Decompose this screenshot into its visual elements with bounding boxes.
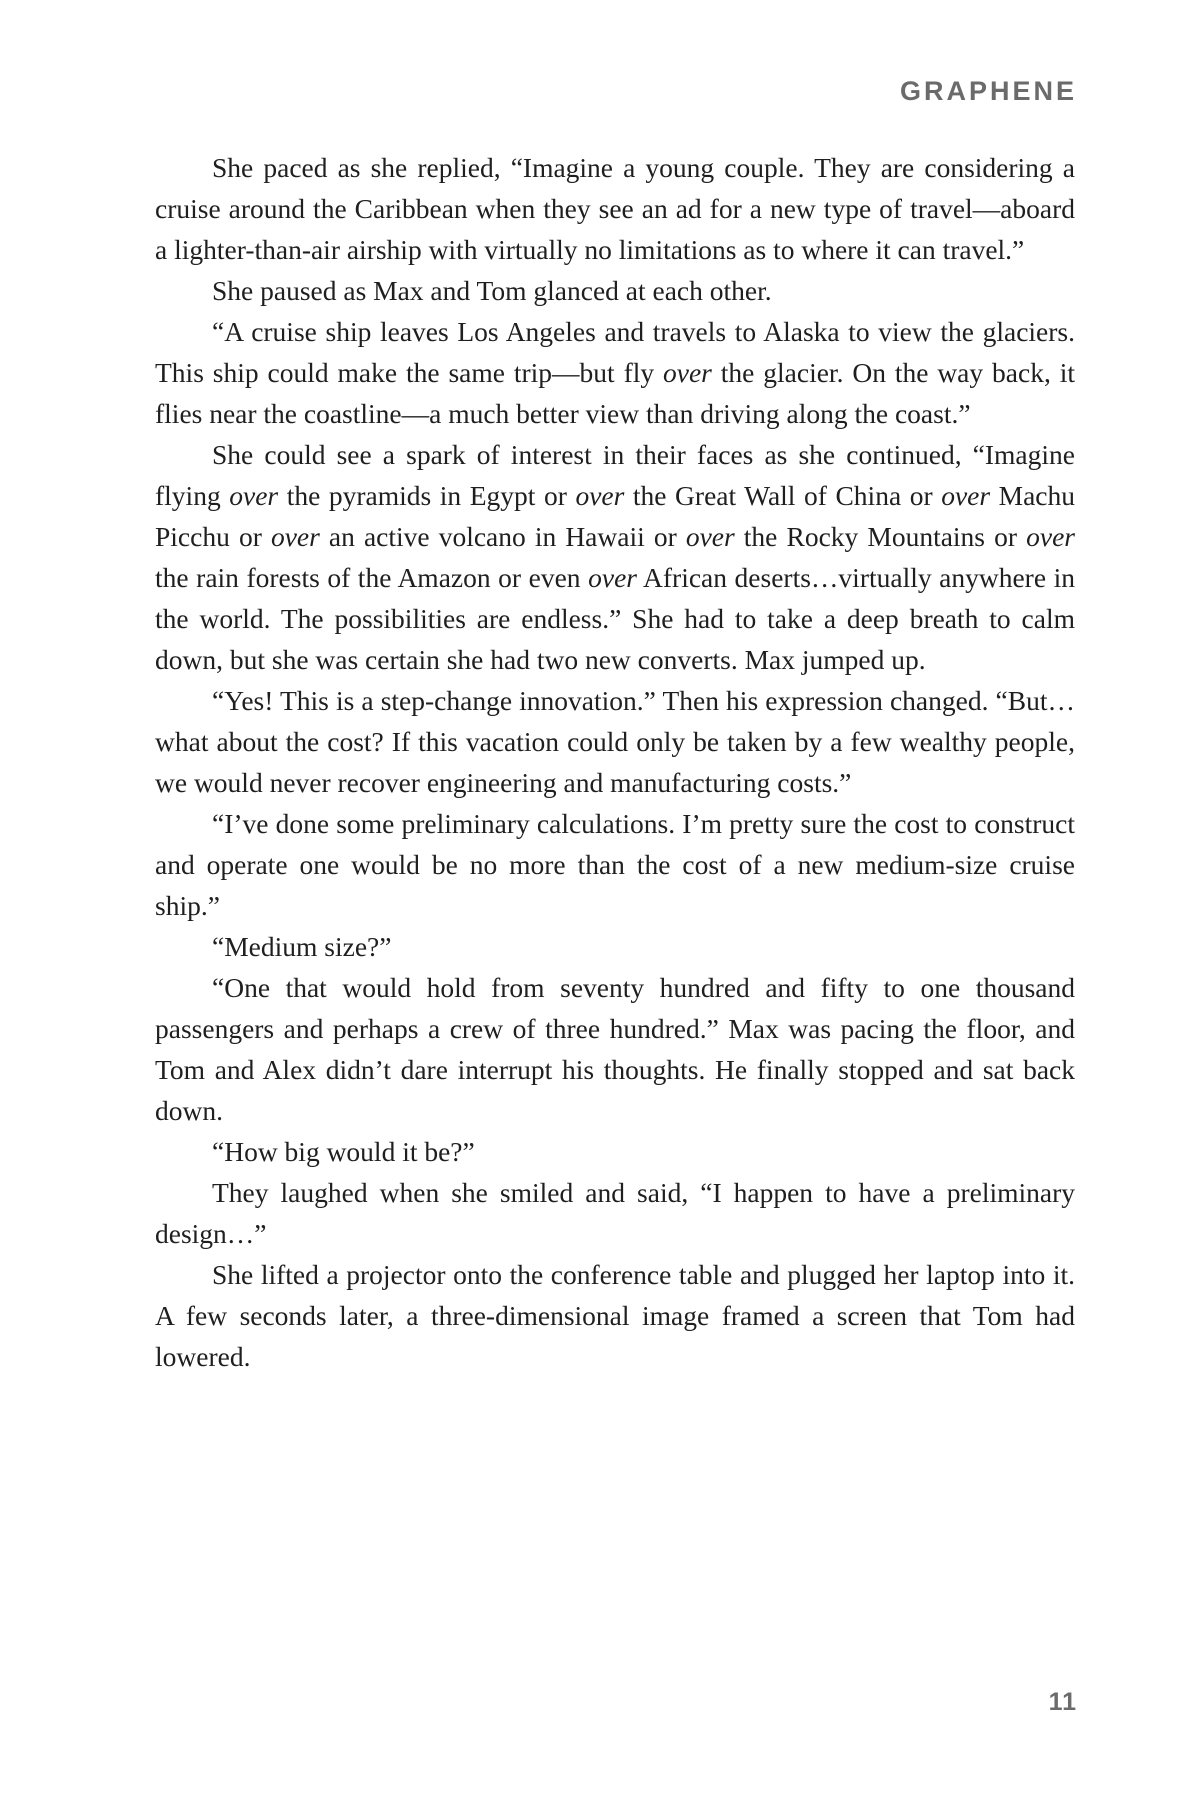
italic-text: over — [1026, 521, 1075, 552]
paragraph — [155, 967, 1075, 1131]
paragraph — [155, 1172, 1075, 1254]
text-segment: “Medium size?” — [212, 931, 392, 962]
page-number: 11 — [1048, 1688, 1077, 1716]
running-head: GRAPHENE — [899, 76, 1077, 106]
text-segment: “A cruise ship leaves Los Angeles and travels to Alaska to view the glaciers. This ship could make the same trip—but fly — [155, 316, 1075, 388]
paragraph — [155, 926, 1075, 967]
italic-text: over — [229, 480, 279, 511]
text-segment: They laughed when she smiled and said, “I happen to have a preliminary design…” — [155, 1177, 1075, 1249]
paragraph — [155, 1131, 1075, 1172]
text-segment: the glacier. On the way back, it flies near the coastline—a much better view than driving along the coast.” — [155, 357, 1075, 429]
paragraph — [155, 147, 1075, 270]
italic-text: over — [588, 562, 637, 593]
italic-text: over — [270, 521, 320, 552]
text-segment: the rain forests of the Amazon or even — [155, 562, 589, 593]
text-segment: “I’ve done some preliminary calculations. I’m pretty sure the cost to construct and operate one would be no more than the cost of a new medium-size cruise ship.” — [155, 808, 1075, 921]
text-segment: She paused as Max and Tom glanced at each other. — [212, 275, 772, 306]
text-segment: the Great Wall of China or — [624, 480, 942, 511]
paragraph — [155, 270, 1075, 311]
italic-text: over — [941, 480, 991, 511]
paragraph — [155, 434, 1075, 680]
text-segment: “One that would hold from seventy hundred and fifty to one thousand passengers and perhaps a crew of three hundred.” Max was pacing the floor, and Tom and Alex didn’t dare interrupt his thoughts. He finally stopped and sat back down. — [155, 972, 1075, 1126]
paragraph — [155, 311, 1075, 434]
page-body — [155, 147, 1075, 1377]
text-segment: She could see a spark of interest in their faces as she continued, “Imagine flying — [155, 439, 1075, 511]
text-segment: “Yes! This is a step-change innovation.” Then his expression changed. “But…what about the cost? If this vacation could only be taken by a few wealthy people, we would never recover engineering and manufacturing costs.” — [155, 685, 1075, 798]
text-segment: She paced as she replied, “Imagine a young couple. They are considering a cruise around the Caribbean when they see an ad for a new type of travel—aboard a lighter-than-air airship with virtually no limitations as to where it can travel.” — [155, 152, 1075, 265]
text-segment: She lifted a projector onto the conference table and plugged her laptop into it. A few seconds later, a three-dimensional image framed a screen that Tom had lowered. — [155, 1259, 1075, 1372]
italic-text: over — [685, 521, 735, 552]
italic-text: over — [575, 480, 625, 511]
paragraph — [155, 680, 1075, 803]
paragraphs — [155, 147, 1075, 1377]
text-segment: “How big would it be?” — [212, 1136, 475, 1167]
text-segment: the pyramids in Egypt or — [278, 480, 576, 511]
text-segment: African deserts…virtually anywhere in the world. The possibilities are endless.” She had to take a deep breath to calm down, but she was certain she had two new converts. Max jumped up. — [155, 562, 1075, 675]
paragraph — [155, 1254, 1075, 1377]
text-segment: Machu Picchu or — [155, 480, 1075, 552]
italic-text: over — [663, 357, 712, 388]
paragraph — [155, 803, 1075, 926]
text-segment: the Rocky Mountains or — [734, 521, 1027, 552]
text-segment: an active volcano in Hawaii or — [319, 521, 686, 552]
